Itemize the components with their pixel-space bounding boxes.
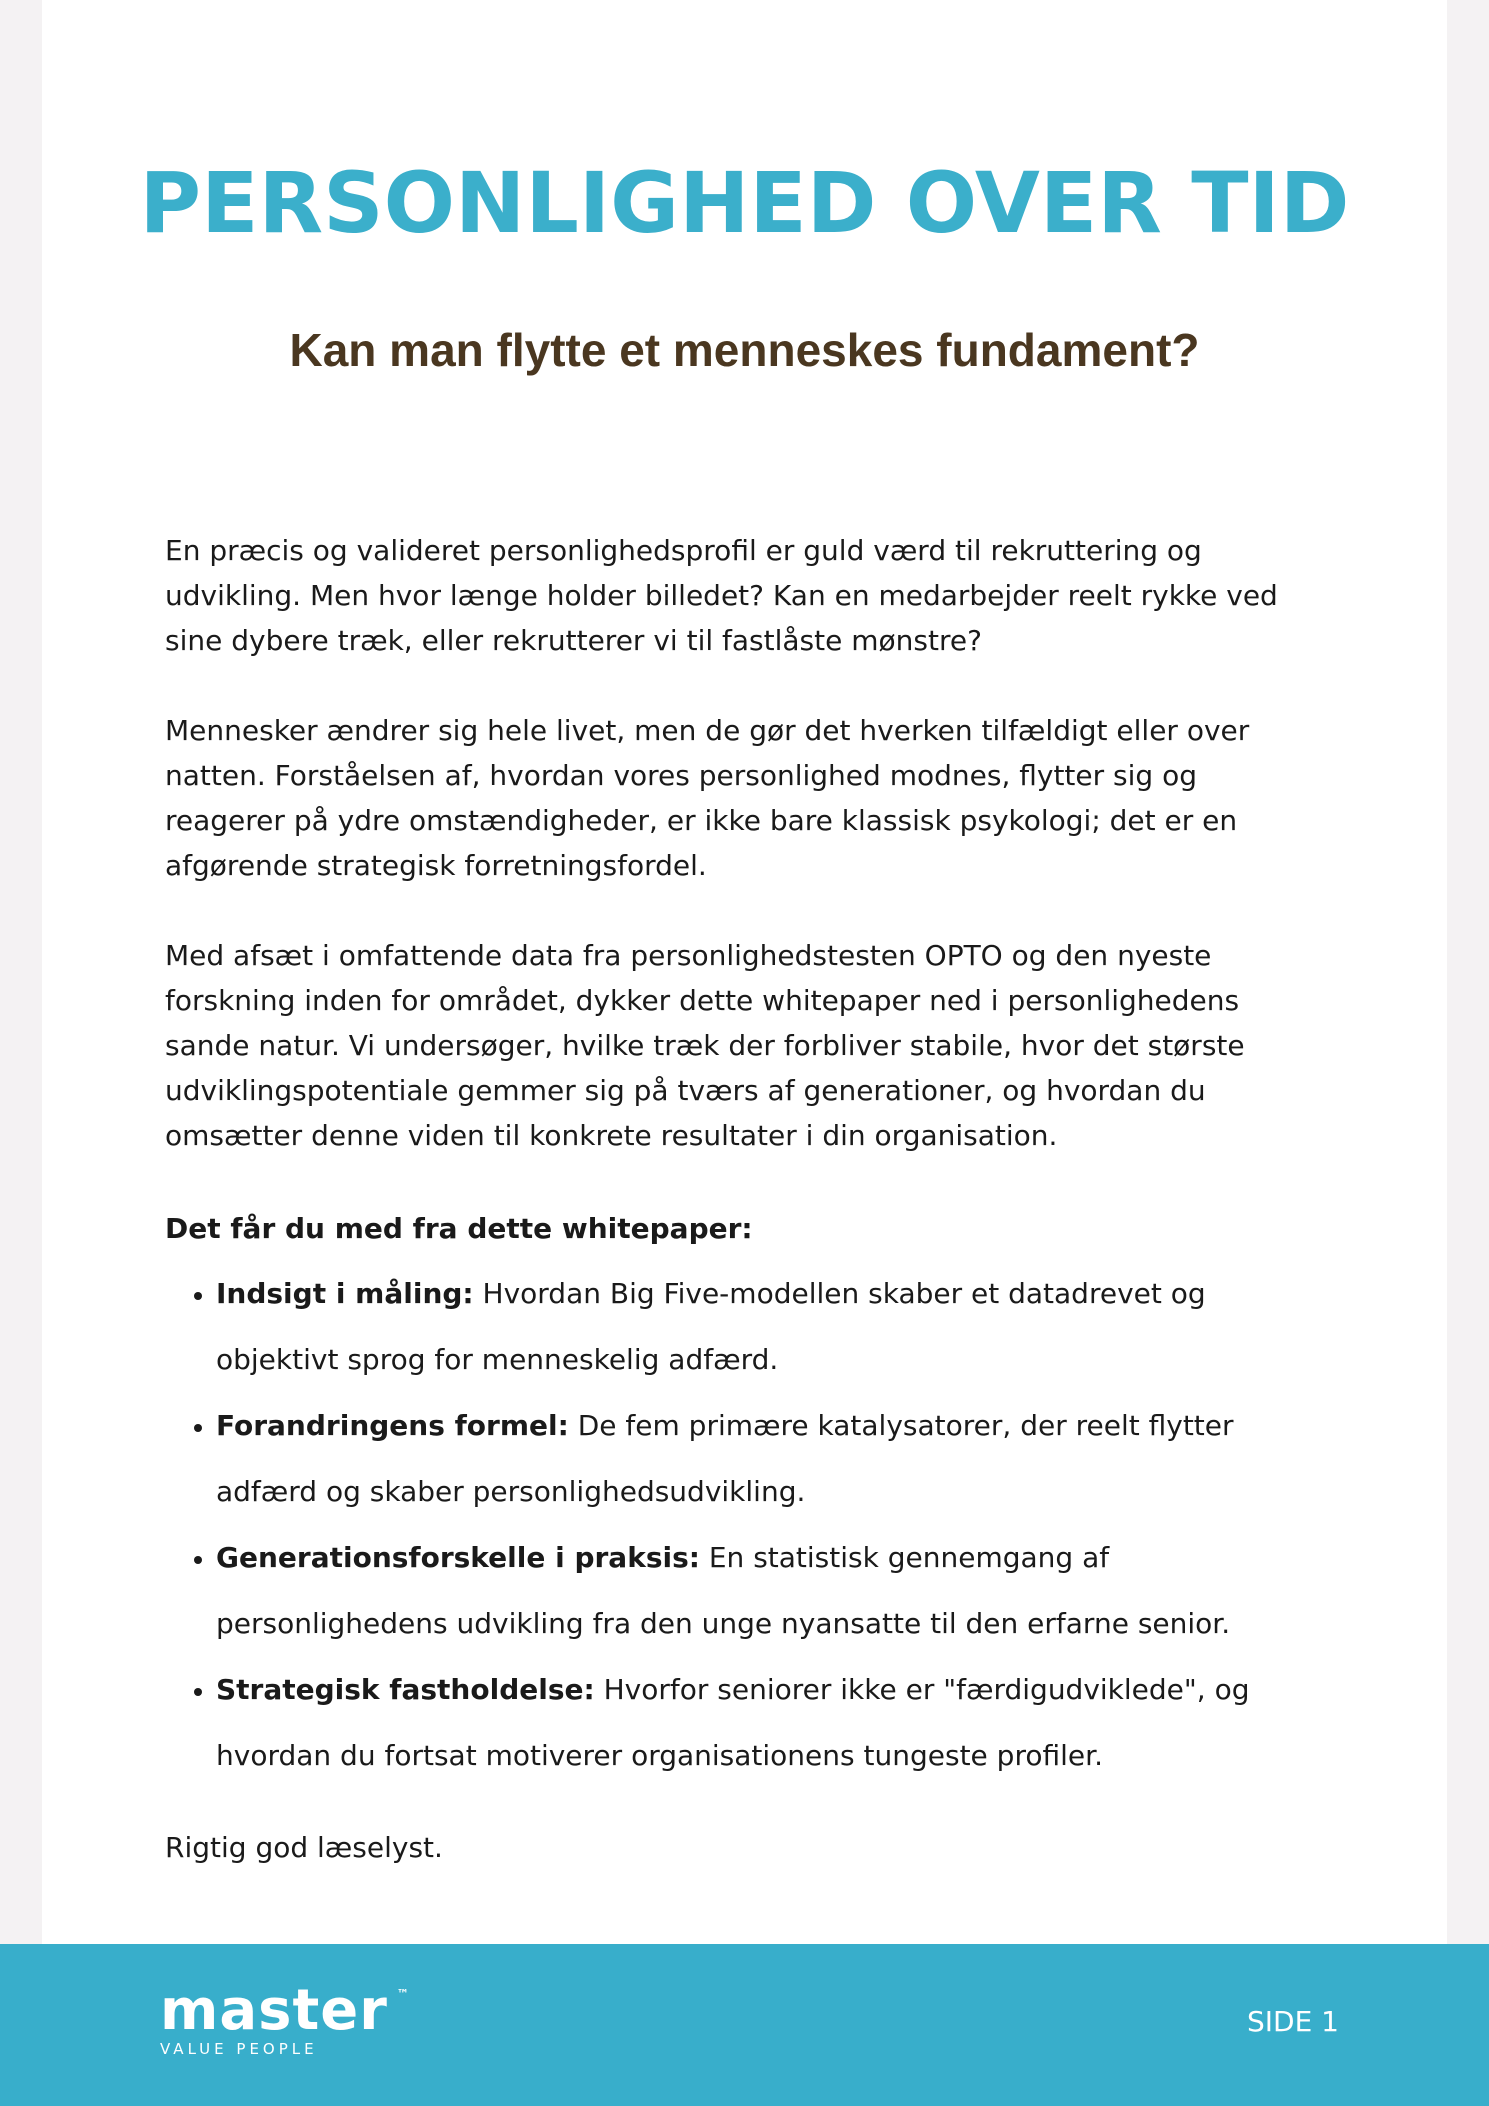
page-footer [0,1944,1489,2106]
page-title: PERSONLIGHED OVER TID [139,154,1350,252]
list-item-term: Forandringens formel: [216,1409,569,1442]
list-item [216,1393,1315,1525]
logo-word: master [160,1978,388,2043]
list-item-text: Hvorfor seniorer ikke er "færdigudviklede", og hvordan du fortsat motiverer organisationens tungeste profiler. [216,1673,1250,1772]
document-body [165,528,1315,1915]
intro-paragraph-2: Mennesker ændrer sig hele livet, men de gør det hverken tilfældigt eller over natten. Forståelsen af, hvordan vores personlighed modnes, flytter sig og reagerer på ydre omstændigheder, er ikke bare klassisk psykologi; det er en afgørende strategisk forretningsfordel. [165,714,1250,882]
list-item [216,1525,1315,1657]
master-logo [160,1978,410,2058]
list-item-term: Strategisk fastholdelse: [216,1673,595,1706]
list-item [216,1261,1315,1393]
page-subtitle: Kan man flytte et menneskes fundament? [289,324,1200,376]
trademark-symbol: ™ [396,1987,410,2001]
list-heading: Det får du med fra dette whitepaper: [165,1212,753,1245]
list-item-term: Generationsforskelle i praksis: [216,1541,700,1574]
logo-tagline: VALUE PEOPLE [160,2040,318,2058]
list-item-term: Indsigt i måling: [216,1277,474,1310]
page-number: SIDE 1 [1247,2005,1339,2038]
intro-paragraph-3: Med afsæt i omfattende data fra personlighedstesten OPTO og den nyeste forskning inden for området, dykker dette whitepaper ned i personlighedens sande natur. Vi undersøger, hvilke træk der forbliver stabile, hvor det største udviklingspotentiale gemmer sig på tværs af generationer, og hvordan du omsætter denne viden til konkrete resultater i din organisation. [165,939,1245,1152]
list-item-text: Hvordan Big Five-modellen skaber et datadrevet og objektivt sprog for menneskelig adfærd. [216,1277,1206,1376]
takeaways-list [165,1261,1315,1789]
logo-wordmark [160,1978,410,2043]
list-item-text: En statistisk gennemgang af personlighedens udvikling fra den unge nyansatte til den erfarne senior. [216,1541,1231,1640]
list-item-text: De fem primære katalysatorer, der reelt flytter adfærd og skaber personlighedsudvikling. [216,1409,1234,1508]
intro-paragraph-1: En præcis og valideret personlighedsprofil er guld værd til rekruttering og udvikling. Men hvor længe holder billedet? Kan en medarbejder reelt rykke ved sine dybere træk, eller rekrutterer vi til fastlåste mønstre? [165,534,1278,657]
closing-line: Rigtig god læselyst. [165,1831,443,1864]
document-page [42,0,1447,1944]
list-item [216,1657,1315,1789]
